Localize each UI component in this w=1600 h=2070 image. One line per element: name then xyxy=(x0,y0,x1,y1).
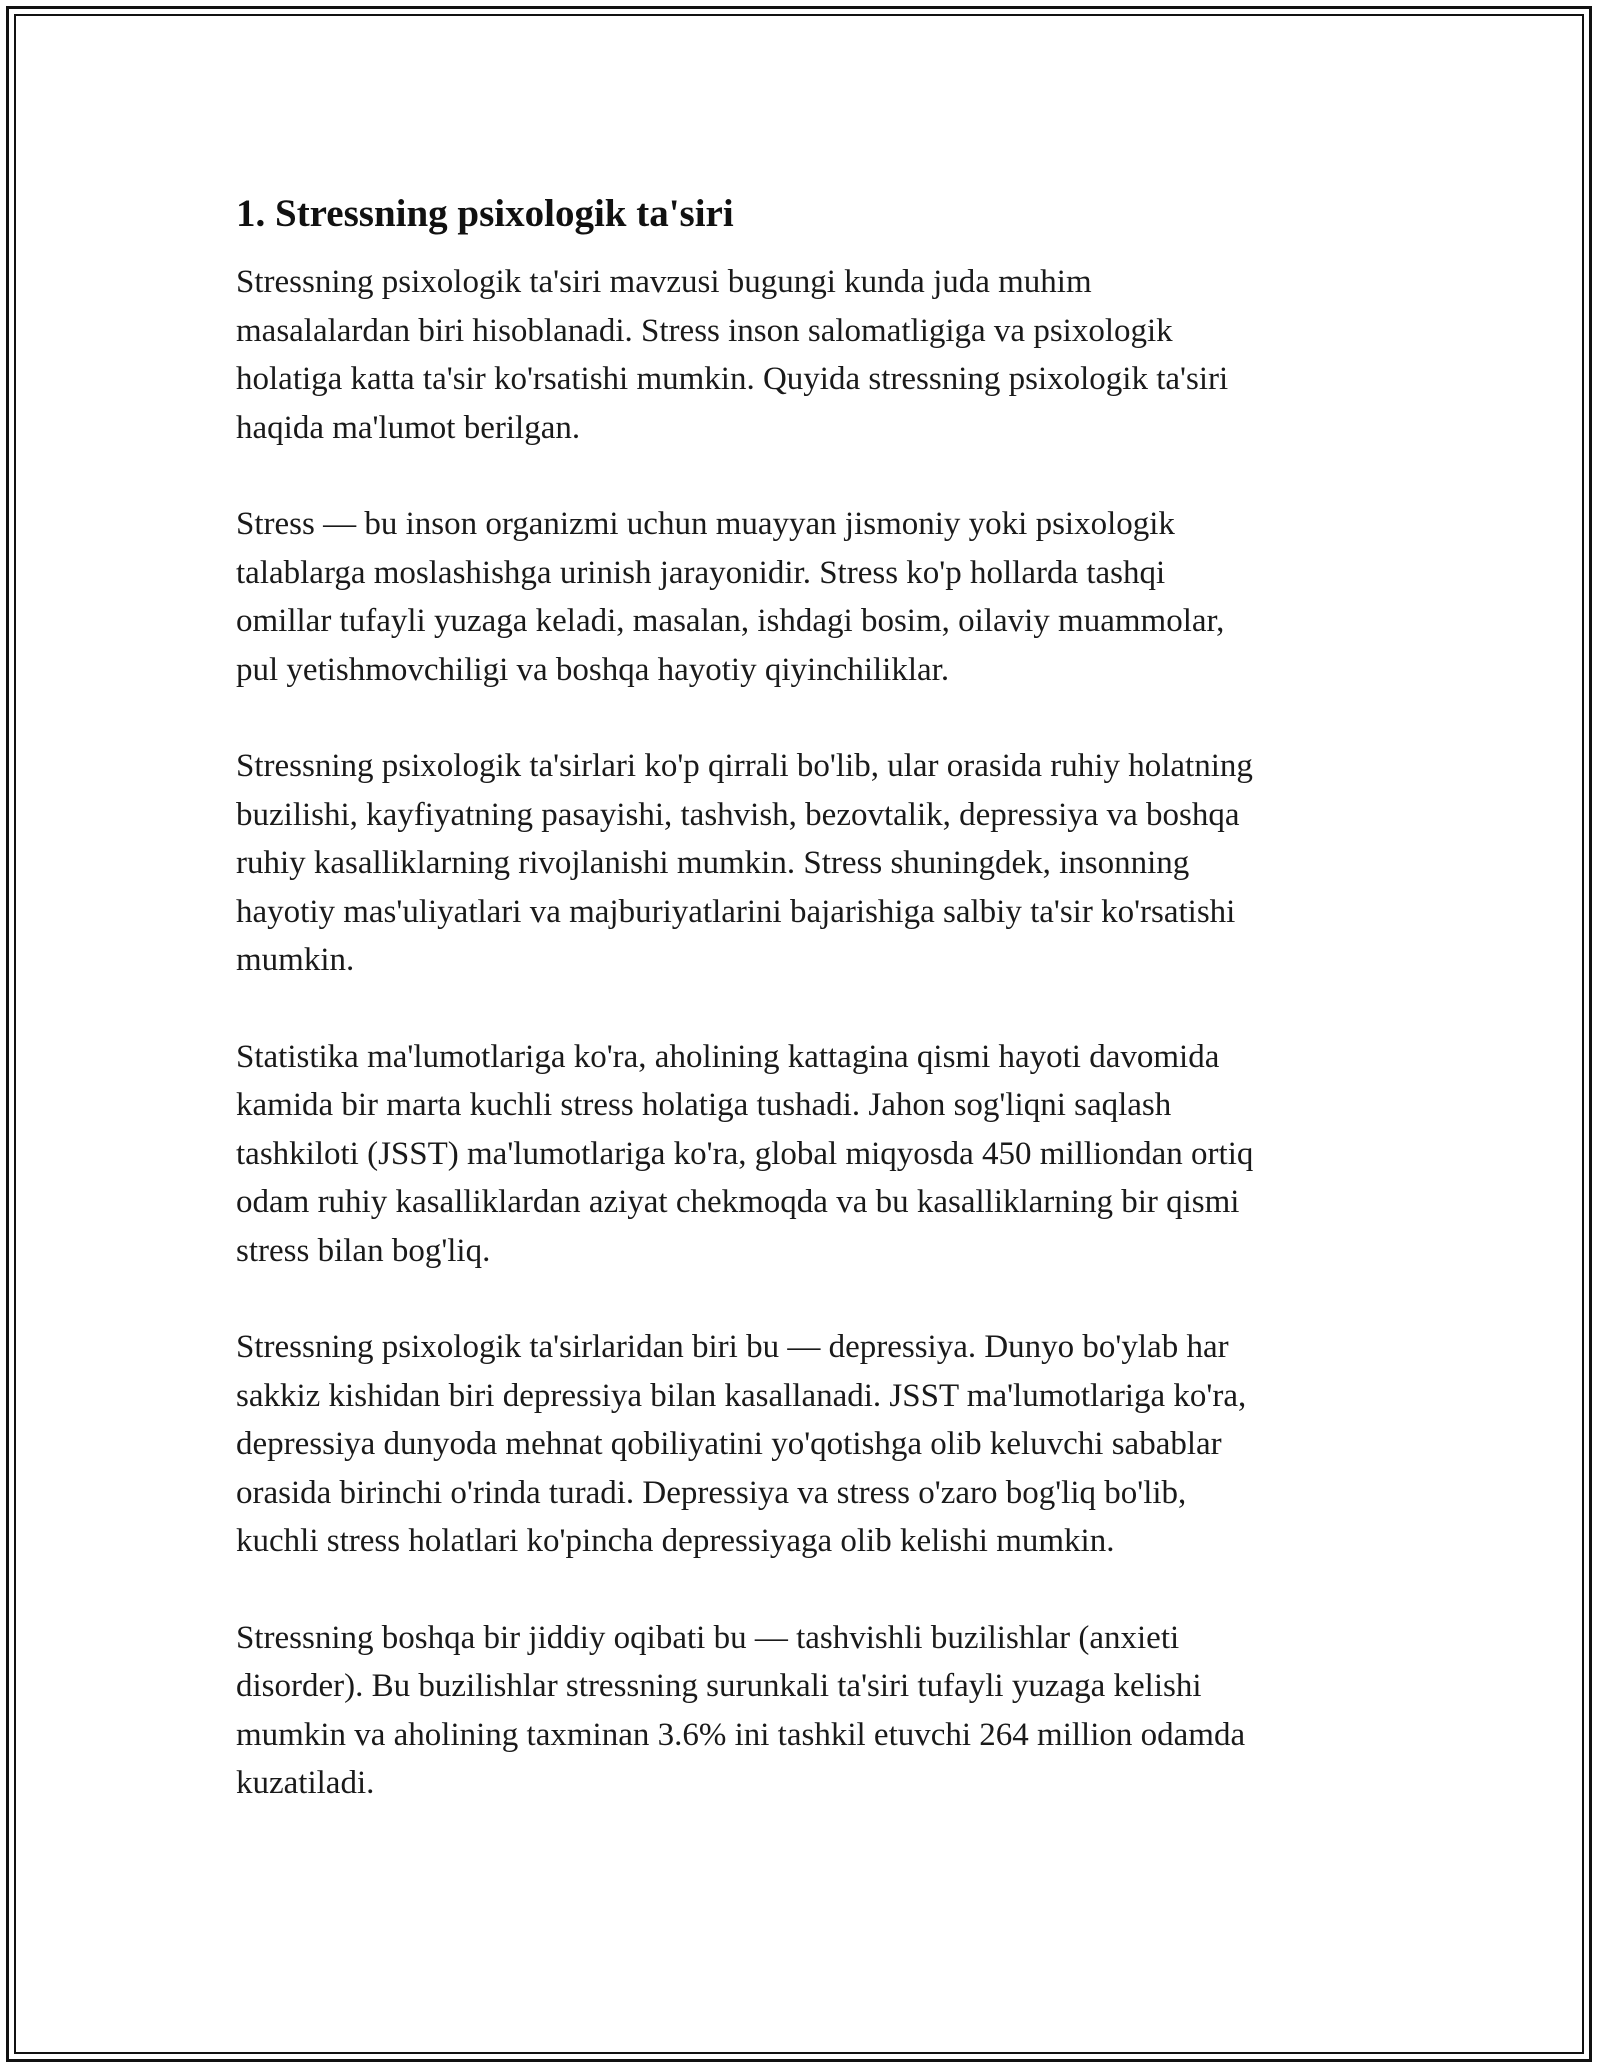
paragraph-3 xyxy=(236,742,1386,985)
text-line: talablarga moslashishga urinish jarayonidir. Stress ko'p hollarda tashqi xyxy=(236,554,1166,591)
text-line: masalalardan biri hisoblanadi. Stress inson salomatligiga va psixologik xyxy=(236,312,1173,349)
text-line: stress bilan bog'liq. xyxy=(236,1232,491,1269)
document-body xyxy=(236,190,1386,1856)
text-line: pul yetishmovchiligi va boshqa hayotiy qiyinchiliklar. xyxy=(236,651,950,688)
text-line: kamida bir marta kuchli stress holatiga tushadi. Jahon sog'liqni saqlash xyxy=(236,1087,1172,1123)
text-line: Stressning psixologik ta'sirlaridan biri bu — depressiya. Dunyo bo'ylab har xyxy=(236,1329,1229,1365)
text-line: buzilishi, kayfiyatning pasayishi, tashvish, bezovtalik, depressiya va boshqa xyxy=(236,796,1240,833)
text-line: tashkiloti (JSST) ma'lumotlariga ko'ra, global miqyosda 450 milliondan ortiq xyxy=(236,1135,1254,1172)
text-line: disorder). Bu buzilishlar stressning surunkali ta'siri tufayli yuzaga kelishi xyxy=(236,1668,1202,1704)
text-line: kuzatiladi. xyxy=(236,1765,375,1801)
text-line: Stressning psixologik ta'sirlari ko'p qirrali bo'lib, ular orasida ruhiy holatning xyxy=(236,748,1253,784)
text-line: mumkin. xyxy=(236,942,355,978)
text-line: Stress — bu inson organizmi uchun muayyan jismoniy yoki psixologik xyxy=(236,506,1175,542)
text-line: omillar tufayli yuzaga keladi, masalan, ishdagi bosim, oilaviy muammolar, xyxy=(236,603,1225,639)
paragraph-6 xyxy=(236,1614,1386,1808)
text-line: hayotiy mas'uliyatlari va majburiyatlarini bajarishiga salbiy ta'sir ko'rsatishi xyxy=(236,893,1236,930)
text-line: kuchli stress holatlari ko'pincha depressiyaga olib kelishi mumkin. xyxy=(236,1523,1115,1559)
text-line: haqida ma'lumot berilgan. xyxy=(236,409,581,446)
text-line: holatiga katta ta'sir ko'rsatishi mumkin. Quyida stressning psixologik ta'siri xyxy=(236,361,1229,397)
text-line: odam ruhiy kasalliklardan aziyat chekmoqda va bu kasalliklarning bir qismi xyxy=(236,1184,1240,1220)
text-line: depressiya dunyoda mehnat qobiliyatini yo'qotishga olib keluvchi sabablar xyxy=(236,1426,1222,1462)
paragraph-1 xyxy=(236,258,1386,452)
text-line: orasida birinchi o'rinda turadi. Depressiya va stress o'zaro bog'liq bo'lib, xyxy=(236,1474,1187,1511)
paragraph-4 xyxy=(236,1033,1386,1276)
section-heading: 1. Stressning psixologik ta'siri xyxy=(236,192,734,235)
text-line: ruhiy kasalliklarning rivojlanishi mumkin. Stress shuningdek, insonning xyxy=(236,845,1190,881)
text-line: Stressning psixologik ta'siri mavzusi bugungi kunda juda muhim xyxy=(236,264,1092,300)
paragraph-2 xyxy=(236,500,1386,694)
text-line: Statistika ma'lumotlariga ko'ra, aholining kattagina qismi hayoti davomida xyxy=(236,1038,1220,1075)
text-line: mumkin va aholining taxminan 3.6% ini tashkil etuvchi 264 million odamda xyxy=(236,1716,1246,1753)
paragraph-5 xyxy=(236,1323,1386,1566)
text-line: sakkiz kishidan biri depressiya bilan kasallanadi. JSST ma'lumotlariga ko'ra, xyxy=(236,1377,1247,1414)
text-line: Stressning boshqa bir jiddiy oqibati bu — tashvishli buzilishlar (anxieti xyxy=(236,1619,1180,1656)
